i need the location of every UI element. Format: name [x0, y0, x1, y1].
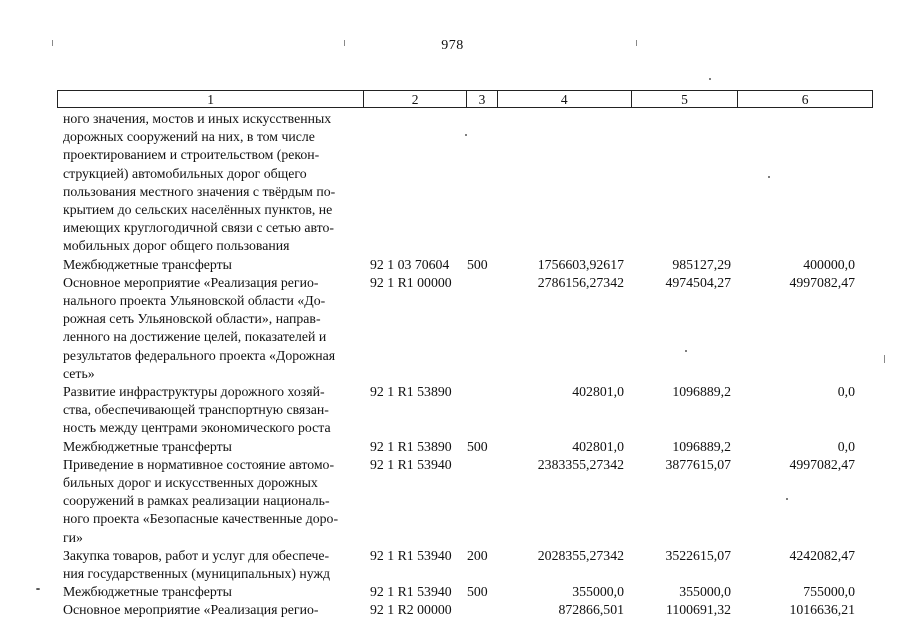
table-row [63, 438, 873, 456]
row-value-col5: 1096889,2 [672, 384, 731, 400]
page-number: 978 [441, 38, 464, 53]
row-code: 92 1 03 70604 [370, 256, 450, 272]
scan-mark [884, 355, 885, 363]
scan-speck [465, 134, 467, 136]
column-header-2: 2 [364, 91, 467, 107]
row-description: Межбюджетные трансферты [63, 584, 232, 600]
row-value-col6: 1016636,21 [789, 602, 855, 618]
row-value-col5: 4974504,27 [665, 274, 731, 290]
row-description: Закупка товаров, работ и услуг для обеспече- ния государственных (муниципальных) нужд [63, 547, 331, 582]
table-header [57, 90, 873, 108]
row-value-col6: 4997082,47 [789, 274, 855, 290]
column-header-3: 3 [467, 91, 498, 107]
row-value-col4: 872866,501 [558, 602, 624, 618]
table-row [63, 601, 873, 619]
scan-speck [768, 176, 770, 178]
scan-mark [344, 40, 345, 46]
scan-mark [636, 40, 637, 46]
row-description: Межбюджетные трансферты [63, 256, 232, 272]
table-row [63, 383, 873, 438]
table-row [63, 256, 873, 274]
row-description: Основное мероприятие «Реализация регио- [63, 602, 319, 618]
row-expense-type: 500 [467, 256, 488, 272]
column-header-5: 5 [632, 91, 739, 107]
row-code: 92 1 R1 53940 [370, 456, 452, 472]
row-expense-type: 500 [467, 438, 488, 454]
row-value-col6: 755000,0 [803, 584, 855, 600]
row-value-col6: 0,0 [837, 384, 855, 400]
table-body [63, 110, 873, 620]
row-description: Основное мероприятие «Реализация регио- нального проекта Ульяновской области «До- рожная сеть Ульяновской области», направ- ленного на достижение целей, показателей и результатов федерального проекта «Дорожная сеть» [63, 274, 336, 381]
row-value-col5: 985127,29 [672, 256, 731, 272]
row-code: 92 1 R1 53940 [370, 547, 452, 563]
table-row [63, 274, 873, 383]
row-code: 92 1 R1 53890 [370, 438, 452, 454]
row-value-col6: 4997082,47 [789, 456, 855, 472]
row-description: Развитие инфраструктуры дорожного хозяй- ства, обеспечивающей транспортную связан- ность между центрами экономического роста [63, 384, 331, 436]
table-row [63, 547, 873, 583]
row-value-col5: 3522615,07 [665, 547, 731, 563]
row-value-col6: 0,0 [837, 438, 855, 454]
column-header-6: 6 [801, 92, 809, 107]
row-value-col4: 2028355,27342 [537, 547, 624, 563]
row-value-col6: 400000,0 [803, 256, 855, 272]
scan-speck [709, 78, 711, 80]
column-header-4: 4 [498, 91, 632, 107]
row-value-col4: 1756603,92617 [537, 256, 624, 272]
row-code: 92 1 R2 00000 [370, 602, 452, 618]
scan-speck [786, 498, 788, 500]
row-value-col4: 355000,0 [572, 584, 624, 600]
table-row [63, 456, 873, 547]
row-value-col5: 1096889,2 [672, 438, 731, 454]
row-code: 92 1 R1 53940 [370, 584, 452, 600]
row-value-col4: 402801,0 [572, 384, 624, 400]
row-value-col4: 402801,0 [572, 438, 624, 454]
scan-speck [36, 588, 40, 590]
table-row [63, 583, 873, 601]
row-value-col5: 3877615,07 [665, 456, 731, 472]
row-value-col5: 1100691,32 [665, 602, 731, 618]
row-expense-type: 500 [467, 584, 488, 600]
scan-mark [52, 40, 53, 46]
row-description: ного значения, мостов и иных искусственных дорожных сооружений на них, в том числе проектированием и строительством (рекон- струкцией) автомобильных дорог общего пользования местного значения с твёрдым по- крытием до сельских населённых пунктов, не имеющих круглогодичной связи с сетью авто- мобильных дорог общего пользования [63, 111, 336, 254]
row-value-col5: 355000,0 [679, 584, 731, 600]
row-value-col4: 2383355,27342 [537, 456, 624, 472]
row-expense-type: 200 [467, 547, 488, 563]
row-description: Приведение в нормативное состояние автомо- бильных дорог и искусственных дорожных сооружений в рамках реализации националь- ного проекта «Безопасные качественные доро- ги» [63, 456, 339, 545]
scan-speck [685, 350, 687, 352]
row-value-col6: 4242082,47 [789, 547, 855, 563]
column-header-1: 1 [58, 91, 364, 107]
table-row [63, 110, 873, 256]
row-value-col4: 2786156,27342 [537, 274, 624, 290]
row-description: Межбюджетные трансферты [63, 438, 232, 454]
row-code: 92 1 R1 53890 [370, 384, 452, 400]
row-code: 92 1 R1 00000 [370, 274, 452, 290]
